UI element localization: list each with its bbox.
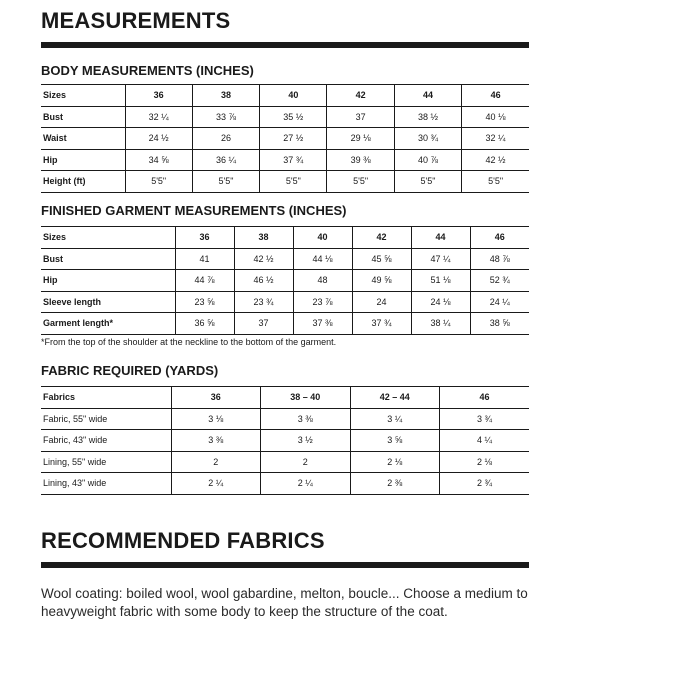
body-measurements-title: BODY MEASUREMENTS (INCHES) [41, 63, 254, 78]
recommended-fabrics-text: Wool coating: boiled wool, wool gabardine, melton, boucle... Choose a medium to heavyweight fabric with some body to keep the structure of the coat. [41, 586, 528, 619]
row-label: Lining, 55" wide [41, 451, 171, 473]
table-cell: 37 [234, 313, 293, 335]
header-cell: 36 [171, 387, 261, 409]
table-cell: 5'5" [327, 171, 394, 193]
table-cell: 32 ¼ [125, 106, 192, 128]
finished-garment-table [41, 226, 529, 335]
table-cell: 37 ¾ [260, 149, 327, 171]
table-cell: 37 ⅜ [293, 313, 352, 335]
table-header-row [41, 387, 529, 409]
table-cell: 3 ¾ [440, 408, 530, 430]
header-cell: 42 [352, 227, 411, 249]
table-row [41, 149, 529, 171]
table-cell: 5'5" [260, 171, 327, 193]
header-cell: 44 [411, 227, 470, 249]
header-cell: Sizes [41, 85, 125, 107]
row-label: Hip [41, 270, 175, 292]
body-measurements-table [41, 84, 529, 193]
table-cell: 5'5" [394, 171, 461, 193]
finished-garment-title: FINISHED GARMENT MEASUREMENTS (INCHES) [41, 203, 347, 218]
table-cell: 40 ⅛ [462, 106, 529, 128]
table-cell: 36 ¼ [192, 149, 259, 171]
table-cell: 5'5" [462, 171, 529, 193]
table-cell: 2 ¾ [440, 473, 530, 495]
table-row [41, 451, 529, 473]
table-cell: 42 ½ [234, 248, 293, 270]
table-cell: 46 ½ [234, 270, 293, 292]
table-cell: 5'5" [125, 171, 192, 193]
table-cell: 29 ⅛ [327, 128, 394, 150]
table-row [41, 430, 529, 452]
measurements-heading: MEASUREMENTS [41, 8, 231, 33]
table-cell: 39 ⅜ [327, 149, 394, 171]
table-row [41, 313, 529, 335]
table-cell: 45 ⅝ [352, 248, 411, 270]
table-cell: 37 [327, 106, 394, 128]
table-cell: 24 ⅛ [411, 291, 470, 313]
fabric-required-title: FABRIC REQUIRED (YARDS) [41, 363, 219, 378]
table-cell: 42 ½ [462, 149, 529, 171]
header-cell: Fabrics [41, 387, 171, 409]
row-label: Sleeve length [41, 291, 175, 313]
table-cell: 3 ⅛ [171, 408, 261, 430]
table-cell: 47 ¼ [411, 248, 470, 270]
garment-footnote: *From the top of the shoulder at the neckline to the bottom of the garment. [41, 337, 337, 347]
table-cell: 23 ¾ [234, 291, 293, 313]
table-cell: 40 ⅞ [394, 149, 461, 171]
table-cell: 2 ⅛ [350, 451, 440, 473]
measurements-rule [41, 42, 529, 48]
table-cell: 32 ¼ [462, 128, 529, 150]
table-cell: 35 ½ [260, 106, 327, 128]
row-label: Height (ft) [41, 171, 125, 193]
header-cell: 44 [394, 85, 461, 107]
table-cell: 2 [261, 451, 351, 473]
header-cell: 38 – 40 [261, 387, 351, 409]
row-label: Hip [41, 149, 125, 171]
table-row [41, 473, 529, 495]
row-label: Fabric, 43" wide [41, 430, 171, 452]
table-cell: 3 ⅝ [350, 430, 440, 452]
table-row [41, 128, 529, 150]
row-label: Lining, 43" wide [41, 473, 171, 495]
header-cell: 40 [260, 85, 327, 107]
header-cell: 38 [234, 227, 293, 249]
table-cell: 44 ⅛ [293, 248, 352, 270]
table-cell: 52 ¾ [470, 270, 529, 292]
row-label: Fabric, 55" wide [41, 408, 171, 430]
header-cell: 46 [470, 227, 529, 249]
table-cell: 30 ¾ [394, 128, 461, 150]
table-cell: 49 ⅝ [352, 270, 411, 292]
table-cell: 2 ⅜ [350, 473, 440, 495]
table-cell: 2 ⅛ [440, 451, 530, 473]
table-cell: 41 [175, 248, 234, 270]
table-cell: 33 ⅞ [192, 106, 259, 128]
row-label: Bust [41, 248, 175, 270]
header-cell: Sizes [41, 227, 175, 249]
table-cell: 44 ⅞ [175, 270, 234, 292]
header-cell: 46 [440, 387, 530, 409]
table-cell: 24 [352, 291, 411, 313]
row-label: Garment length* [41, 313, 175, 335]
header-cell: 46 [462, 85, 529, 107]
table-row [41, 270, 529, 292]
header-cell: 38 [192, 85, 259, 107]
table-row [41, 106, 529, 128]
table-row [41, 291, 529, 313]
table-cell: 3 ½ [261, 430, 351, 452]
header-cell: 40 [293, 227, 352, 249]
table-cell: 26 [192, 128, 259, 150]
table-row [41, 248, 529, 270]
table-header-row [41, 85, 529, 107]
table-cell: 34 ⅝ [125, 149, 192, 171]
header-cell: 42 – 44 [350, 387, 440, 409]
table-cell: 2 [171, 451, 261, 473]
table-cell: 4 ¼ [440, 430, 530, 452]
table-cell: 5'5" [192, 171, 259, 193]
fabric-required-table [41, 386, 529, 495]
table-cell: 23 ⅞ [293, 291, 352, 313]
table-cell: 38 ⅝ [470, 313, 529, 335]
table-cell: 48 [293, 270, 352, 292]
row-label: Bust [41, 106, 125, 128]
table-row [41, 408, 529, 430]
table-cell: 3 ¼ [350, 408, 440, 430]
table-header-row [41, 227, 529, 249]
table-cell: 23 ⅝ [175, 291, 234, 313]
header-cell: 42 [327, 85, 394, 107]
table-cell: 2 ¼ [261, 473, 351, 495]
table-cell: 36 ⅝ [175, 313, 234, 335]
table-cell: 3 ⅜ [261, 408, 351, 430]
header-cell: 36 [175, 227, 234, 249]
table-cell: 27 ½ [260, 128, 327, 150]
table-cell: 24 ½ [125, 128, 192, 150]
table-cell: 37 ¾ [352, 313, 411, 335]
table-cell: 48 ⅞ [470, 248, 529, 270]
recommended-rule [41, 562, 529, 568]
table-cell: 24 ¼ [470, 291, 529, 313]
table-cell: 38 ¼ [411, 313, 470, 335]
table-cell: 51 ⅛ [411, 270, 470, 292]
table-cell: 2 ¼ [171, 473, 261, 495]
header-cell: 36 [125, 85, 192, 107]
row-label: Waist [41, 128, 125, 150]
table-cell: 38 ½ [394, 106, 461, 128]
table-cell: 3 ⅜ [171, 430, 261, 452]
recommended-fabrics-heading: RECOMMENDED FABRICS [41, 528, 325, 553]
table-row [41, 171, 529, 193]
